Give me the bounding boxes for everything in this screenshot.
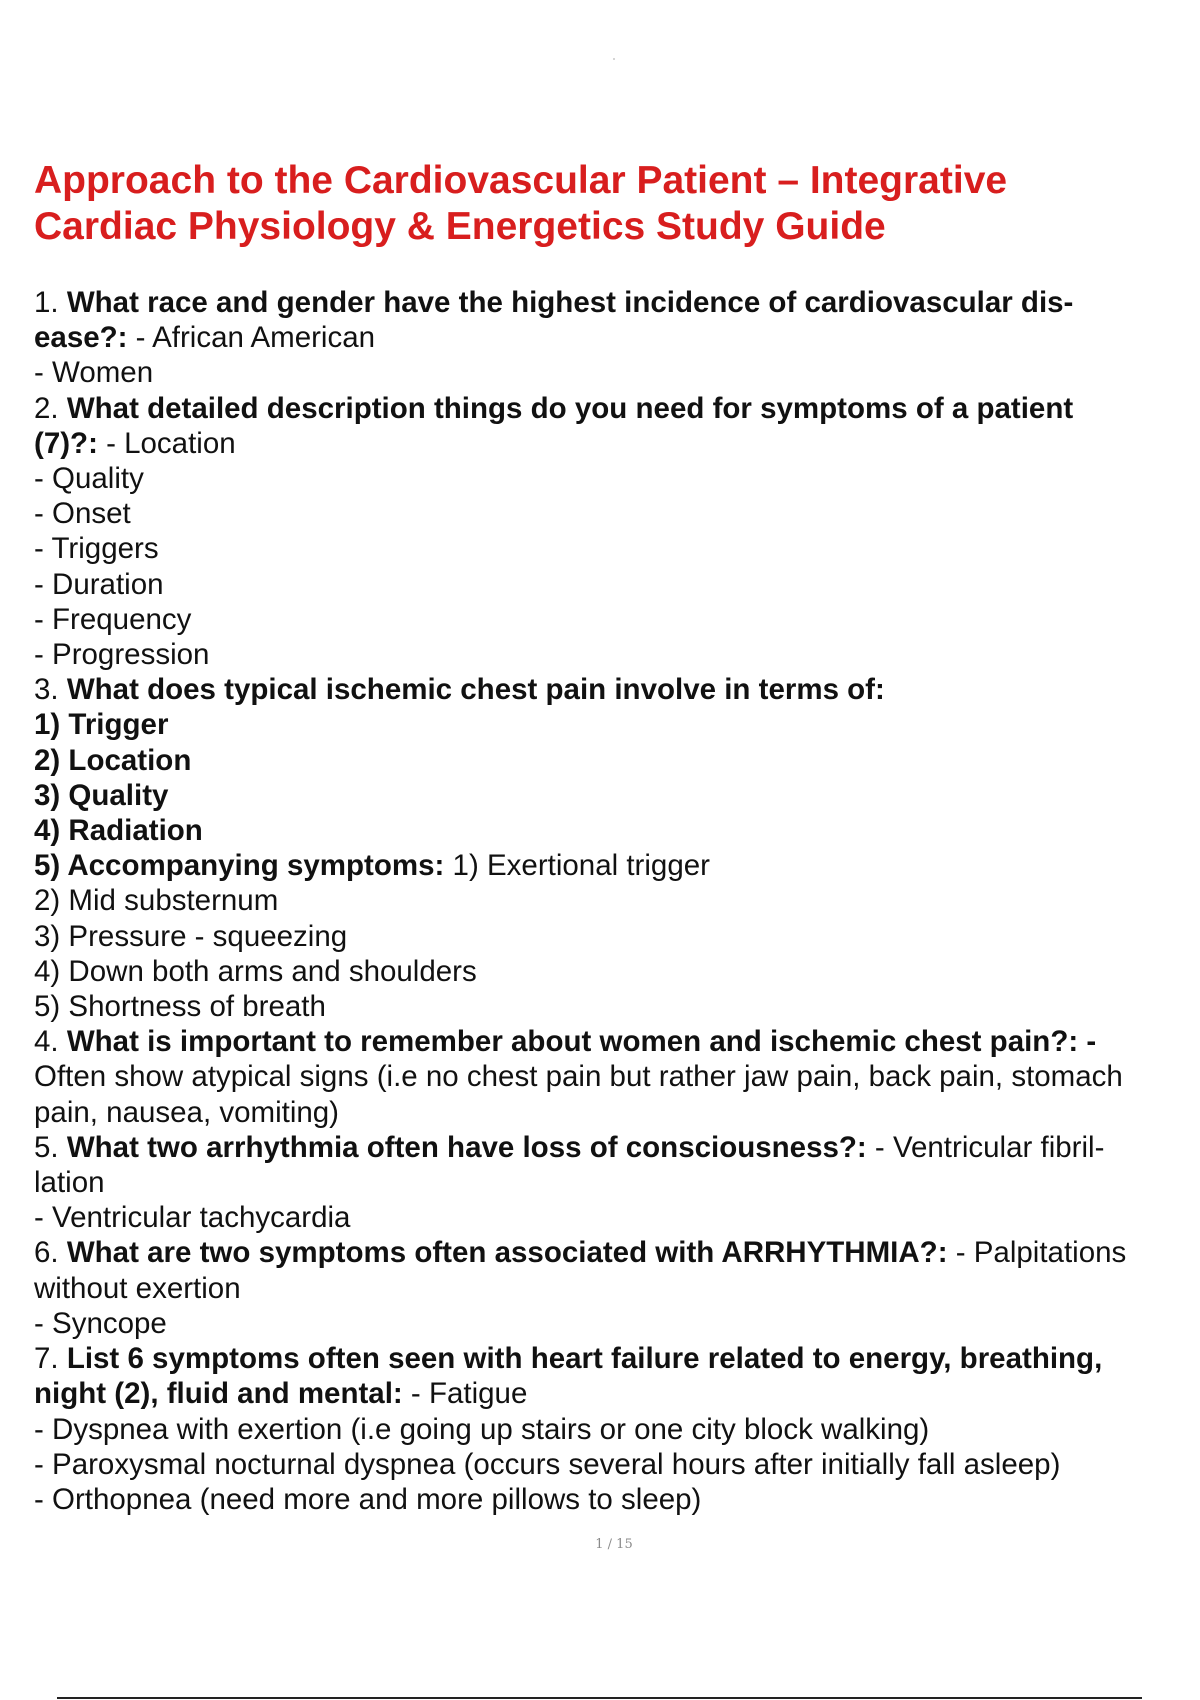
answer-text: - Palpitations: [947, 1236, 1127, 1270]
question-text: What two arrhythmia often have loss of consciousness?:: [66, 1130, 867, 1164]
study-guide-body: [34, 285, 1194, 1517]
question-number: 7.: [34, 1342, 67, 1376]
text-line: [34, 1482, 1194, 1517]
text-line: [34, 1200, 1194, 1235]
question-text: What does typical ischemic chest pain involve in terms of:: [66, 673, 885, 707]
answer-text: - Syncope: [34, 1306, 167, 1340]
answer-text: - Quality: [34, 462, 144, 496]
text-line: [34, 672, 1194, 707]
text-line: [34, 1095, 1194, 1130]
answer-text: - Fatigue: [402, 1377, 528, 1411]
text-line: [34, 778, 1194, 813]
text-line: [34, 1271, 1194, 1306]
text-line: [34, 320, 1194, 355]
text-line: [34, 1341, 1194, 1376]
answer-text: - Orthopnea (need more and more pillows to sleep): [34, 1482, 702, 1516]
text-line: [34, 1235, 1194, 1270]
question-text: 1) Trigger: [34, 708, 169, 742]
text-line: [34, 1130, 1194, 1165]
text-line: [34, 531, 1194, 566]
question-text: What are two symptoms often associated with ARRHYTHMIA?:: [66, 1236, 948, 1270]
question-text: (7)?:: [34, 426, 98, 460]
scan-speck: [613, 58, 615, 60]
text-line: [34, 1306, 1194, 1341]
text-line: [34, 848, 1194, 883]
document-title-line-2: Cardiac Physiology & Energetics Study Guide: [34, 205, 886, 248]
answer-text: - Triggers: [34, 532, 159, 566]
text-line: [34, 355, 1194, 390]
answer-text: - Ventricular tachycardia: [34, 1201, 351, 1235]
answer-text: lation: [34, 1166, 105, 1200]
document-title: [34, 158, 1154, 250]
answer-text: 4) Down both arms and shoulders: [34, 954, 477, 988]
text-line: [34, 743, 1194, 778]
text-line: [34, 1059, 1194, 1094]
question-number: 2.: [34, 391, 67, 425]
answer-text: - Location: [97, 426, 236, 460]
question-number: 4.: [34, 1025, 67, 1059]
question-text: 2) Location: [34, 743, 192, 777]
text-line: [34, 1412, 1194, 1447]
answer-text: - Frequency: [34, 602, 192, 636]
text-line: [34, 1447, 1194, 1482]
question-number: 6.: [34, 1236, 67, 1270]
text-line: [34, 496, 1194, 531]
answer-text: - Women: [34, 356, 154, 390]
text-line: [34, 1376, 1194, 1411]
question-text: What is important to remember about women and ischemic chest pain?: -: [66, 1025, 1097, 1059]
text-line: [34, 567, 1194, 602]
text-line: [34, 813, 1194, 848]
text-line: [34, 426, 1194, 461]
answer-text: pain, nausea, vomiting): [34, 1095, 340, 1129]
answer-text: without exertion: [34, 1271, 241, 1305]
text-line: [34, 707, 1194, 742]
question-text: List 6 symptoms often seen with heart failure related to energy, breathing,: [66, 1342, 1103, 1376]
answer-text: Often show atypical signs (i.e no chest pain but rather jaw pain, back pain, stomach: [34, 1060, 1123, 1094]
text-line: [34, 1024, 1194, 1059]
answer-text: 2) Mid substernum: [34, 884, 279, 918]
answer-text: 5) Shortness of breath: [34, 990, 326, 1024]
question-number: 3.: [34, 673, 67, 707]
text-line: [34, 461, 1194, 496]
question-text: ease?:: [34, 321, 128, 355]
answer-text: - Dyspnea with exertion (i.e going up stairs or one city block walking): [34, 1412, 930, 1446]
text-line: [34, 1165, 1194, 1200]
footer-divider: [57, 1697, 1142, 1699]
answer-text: - Onset: [34, 497, 131, 531]
answer-text: 1) Exertional trigger: [444, 849, 710, 883]
answer-text: - Ventricular fibril-: [866, 1130, 1105, 1164]
question-text: 5) Accompanying symptoms:: [34, 849, 445, 883]
answer-text: - African American: [127, 321, 376, 355]
question-number: 5.: [34, 1130, 67, 1164]
text-line: [34, 602, 1194, 637]
text-line: [34, 391, 1194, 426]
page-number: 1 / 15: [595, 1537, 633, 1552]
question-text: 3) Quality: [34, 778, 169, 812]
text-line: [34, 989, 1194, 1024]
answer-text: - Duration: [34, 567, 164, 601]
answer-text: - Progression: [34, 638, 210, 672]
question-text: What detailed description things do you need for symptoms of a patient: [66, 391, 1074, 425]
answer-text: 3) Pressure - squeezing: [34, 919, 348, 953]
question-text: night (2), fluid and mental:: [34, 1377, 403, 1411]
text-line: [34, 919, 1194, 954]
text-line: [34, 883, 1194, 918]
question-number: 1.: [34, 286, 67, 319]
text-line: [34, 637, 1194, 672]
document-title-line-1: Approach to the Cardiovascular Patient – Integrative: [34, 159, 1008, 202]
question-text: 4) Radiation: [34, 814, 203, 848]
answer-text: - Paroxysmal nocturnal dyspnea (occurs several hours after initially fall asleep): [34, 1447, 1061, 1481]
question-text: What race and gender have the highest incidence of cardiovascular dis-: [66, 286, 1074, 319]
text-line: [34, 285, 1194, 320]
text-line: [34, 954, 1194, 989]
